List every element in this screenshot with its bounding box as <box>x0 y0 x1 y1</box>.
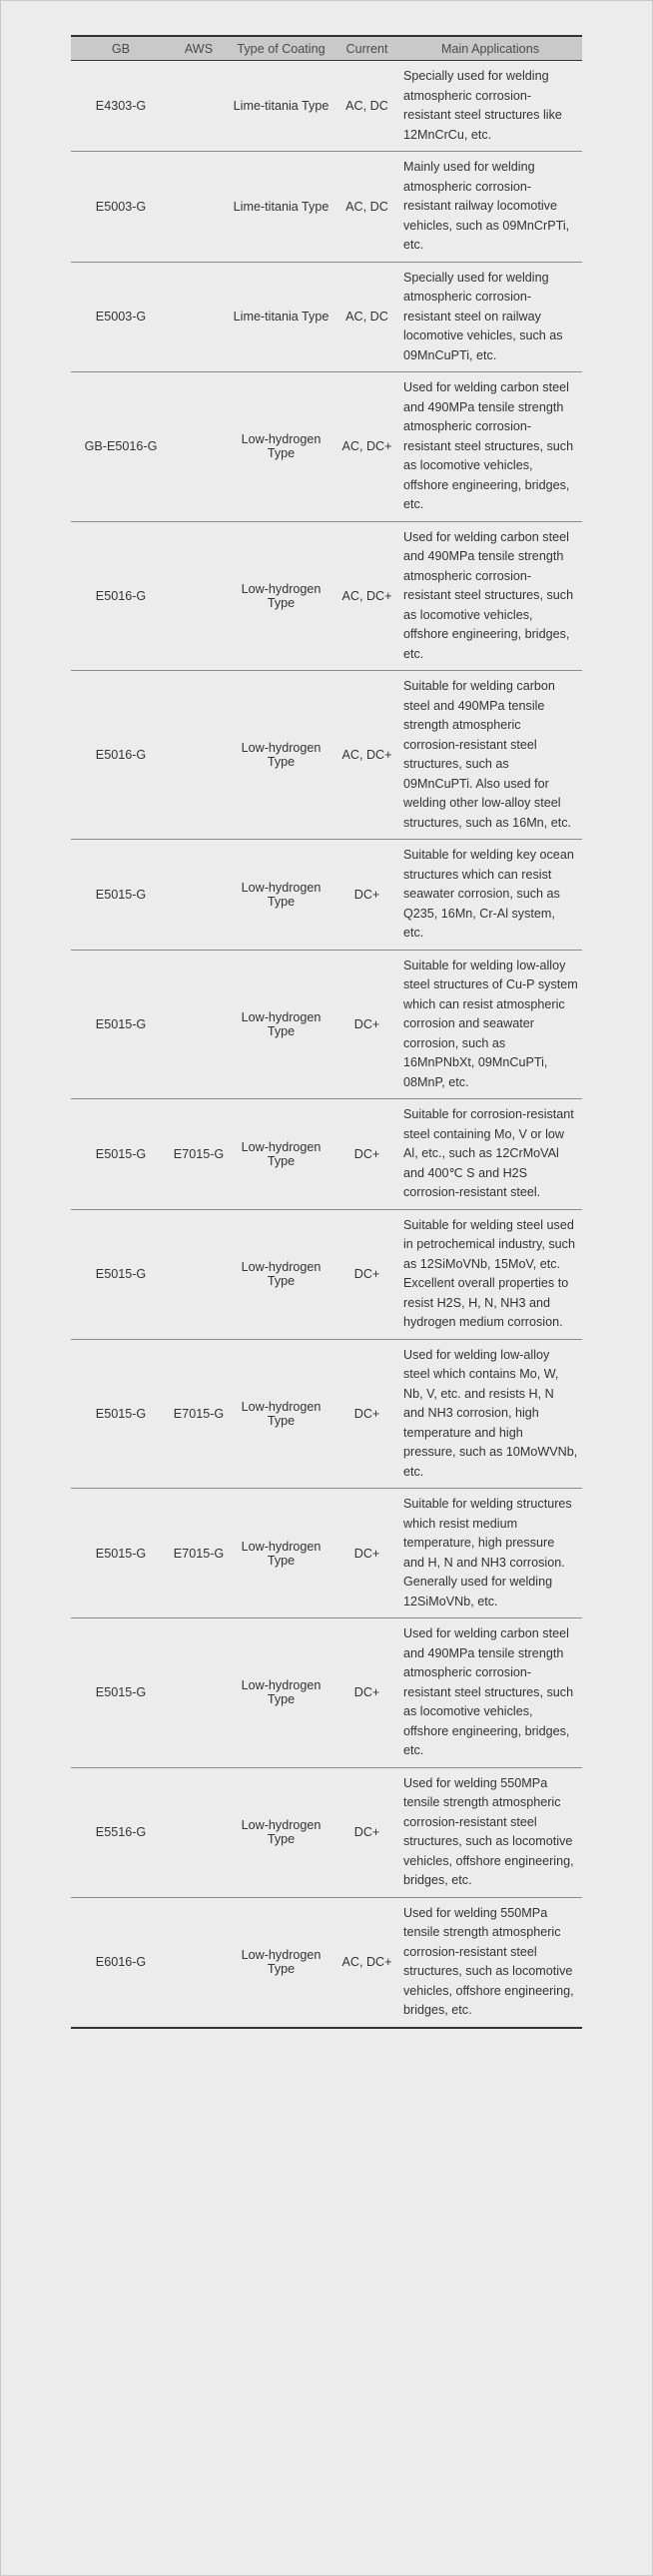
cell-applications: Specially used for welding atmospheric corrosion-resistant steel structures like 12MnCrCu, etc. <box>398 61 582 152</box>
cell-current: DC+ <box>335 1099 398 1210</box>
cell-gb: E5015-G <box>71 1339 171 1489</box>
cell-current: DC+ <box>335 1339 398 1489</box>
table-row <box>71 1209 582 1339</box>
cell-coating: Low-hydrogen Type <box>227 671 335 840</box>
cell-gb: E5015-G <box>71 1489 171 1618</box>
cell-aws <box>171 1897 227 2028</box>
cell-current: DC+ <box>335 840 398 951</box>
cell-aws: E7015-G <box>171 1339 227 1489</box>
cell-applications: Used for welding 550MPa tensile strength atmospheric corrosion-resistant steel structures, such as locomotive vehicles, offshore engineering, bridges, etc. <box>398 1897 582 2028</box>
header-current: Current <box>335 36 398 61</box>
cell-gb: E5516-G <box>71 1767 171 1897</box>
cell-applications: Specially used for welding atmospheric corrosion-resistant steel on railway locomotive vehicles, such as 09MnCuPTi, etc. <box>398 262 582 372</box>
cell-gb: E5015-G <box>71 1099 171 1210</box>
cell-applications: Suitable for welding low-alloy steel structures of Cu-P system which can resist atmospheric corrosion and seawater corrosion, such as 16MnPNbXt, 09MnCuPTi, 08MnP, etc. <box>398 950 582 1099</box>
cell-gb: E5015-G <box>71 1618 171 1768</box>
cell-applications: Suitable for welding key ocean structures which can resist seawater corrosion, such as Q235, 16Mn, Cr-Al system, etc. <box>398 840 582 951</box>
cell-gb: E5016-G <box>71 671 171 840</box>
cell-aws <box>171 840 227 951</box>
cell-applications: Used for welding carbon steel and 490MPa tensile strength atmospheric corrosion-resistant steel structures, such as locomotive vehicles, offshore engineering, bridges, etc. <box>398 521 582 671</box>
cell-gb: E5003-G <box>71 262 171 372</box>
cell-coating: Low-hydrogen Type <box>227 372 335 522</box>
table-row <box>71 950 582 1099</box>
cell-coating: Lime-titania Type <box>227 61 335 152</box>
cell-gb: E5015-G <box>71 950 171 1099</box>
cell-aws: E7015-G <box>171 1489 227 1618</box>
cell-coating: Low-hydrogen Type <box>227 1209 335 1339</box>
table-row <box>71 1339 582 1489</box>
cell-coating: Low-hydrogen Type <box>227 1897 335 2028</box>
cell-aws: E7015-G <box>171 1099 227 1210</box>
cell-applications: Suitable for corrosion-resistant steel containing Mo, V or low Al, etc., such as 12CrMoVAl and 400℃ S and H2S corrosion-resistant steel. <box>398 1099 582 1210</box>
cell-gb: E5016-G <box>71 521 171 671</box>
cell-current: AC, DC+ <box>335 671 398 840</box>
cell-gb: E5015-G <box>71 840 171 951</box>
cell-applications: Mainly used for welding atmospheric corrosion-resistant railway locomotive vehicles, such as 09MnCrPTi, etc. <box>398 152 582 263</box>
cell-applications: Suitable for welding steel used in petrochemical industry, such as 12SiMoVNb, 15MoV, etc. Excellent overall properties to resist H2S, H, N, NH3 and hydrogen medium corrosion. <box>398 1209 582 1339</box>
cell-aws <box>171 262 227 372</box>
table-row <box>71 1897 582 2028</box>
cell-applications: Used for welding low-alloy steel which contains Mo, W, Nb, V, etc. and resists H, N and NH3 corrosion, high temperature and high pressure, such as 10MoWVNb, etc. <box>398 1339 582 1489</box>
cell-aws <box>171 1767 227 1897</box>
cell-current: AC, DC <box>335 152 398 263</box>
table-row <box>71 840 582 951</box>
cell-aws <box>171 372 227 522</box>
table-row <box>71 152 582 263</box>
cell-current: AC, DC+ <box>335 1897 398 2028</box>
table-row <box>71 1618 582 1768</box>
table-row <box>71 1099 582 1210</box>
cell-current: DC+ <box>335 950 398 1099</box>
cell-aws <box>171 521 227 671</box>
cell-gb: E5015-G <box>71 1209 171 1339</box>
cell-coating: Low-hydrogen Type <box>227 1339 335 1489</box>
electrode-table <box>71 35 582 2029</box>
cell-coating: Low-hydrogen Type <box>227 1618 335 1768</box>
table-row <box>71 671 582 840</box>
cell-gb: E5003-G <box>71 152 171 263</box>
cell-coating: Low-hydrogen Type <box>227 950 335 1099</box>
cell-coating: Lime-titania Type <box>227 152 335 263</box>
cell-applications: Suitable for welding carbon steel and 490MPa tensile strength atmospheric corrosion-resistant steel structures, such as 09MnCuPTi. Also used for welding other low-alloy steel structures, such as 16Mn, etc. <box>398 671 582 840</box>
header-aws: AWS <box>171 36 227 61</box>
table-row <box>71 262 582 372</box>
cell-aws <box>171 671 227 840</box>
cell-coating: Low-hydrogen Type <box>227 521 335 671</box>
table-row <box>71 372 582 522</box>
cell-current: DC+ <box>335 1489 398 1618</box>
header-coating: Type of Coating <box>227 36 335 61</box>
cell-current: AC, DC+ <box>335 521 398 671</box>
header-gb: GB <box>71 36 171 61</box>
cell-coating: Low-hydrogen Type <box>227 1767 335 1897</box>
cell-aws <box>171 152 227 263</box>
cell-current: DC+ <box>335 1209 398 1339</box>
table-row <box>71 1489 582 1618</box>
table-row <box>71 61 582 152</box>
cell-coating: Low-hydrogen Type <box>227 1099 335 1210</box>
cell-current: DC+ <box>335 1618 398 1768</box>
table-row <box>71 521 582 671</box>
cell-coating: Low-hydrogen Type <box>227 1489 335 1618</box>
cell-applications: Suitable for welding structures which resist medium temperature, high pressure and H, N and NH3 corrosion. Generally used for welding 12SiMoVNb, etc. <box>398 1489 582 1618</box>
cell-coating: Lime-titania Type <box>227 262 335 372</box>
cell-aws <box>171 61 227 152</box>
cell-current: DC+ <box>335 1767 398 1897</box>
cell-coating: Low-hydrogen Type <box>227 840 335 951</box>
cell-gb: GB-E5016-G <box>71 372 171 522</box>
header-applications: Main Applications <box>398 36 582 61</box>
cell-aws <box>171 950 227 1099</box>
cell-current: AC, DC <box>335 262 398 372</box>
cell-gb: E4303-G <box>71 61 171 152</box>
cell-gb: E6016-G <box>71 1897 171 2028</box>
cell-aws <box>171 1209 227 1339</box>
cell-applications: Used for welding 550MPa tensile strength atmospheric corrosion-resistant steel structures, such as locomotive vehicles, offshore engineering, bridges, etc. <box>398 1767 582 1897</box>
cell-current: AC, DC+ <box>335 372 398 522</box>
cell-applications: Used for welding carbon steel and 490MPa tensile strength atmospheric corrosion-resistant steel structures, such as locomotive vehicles, offshore engineering, bridges, etc. <box>398 1618 582 1768</box>
cell-applications: Used for welding carbon steel and 490MPa tensile strength atmospheric corrosion-resistant steel structures, such as locomotive vehicles, offshore engineering, bridges, etc. <box>398 372 582 522</box>
cell-current: AC, DC <box>335 61 398 152</box>
table-header-row <box>71 36 582 61</box>
table-row <box>71 1767 582 1897</box>
cell-aws <box>171 1618 227 1768</box>
